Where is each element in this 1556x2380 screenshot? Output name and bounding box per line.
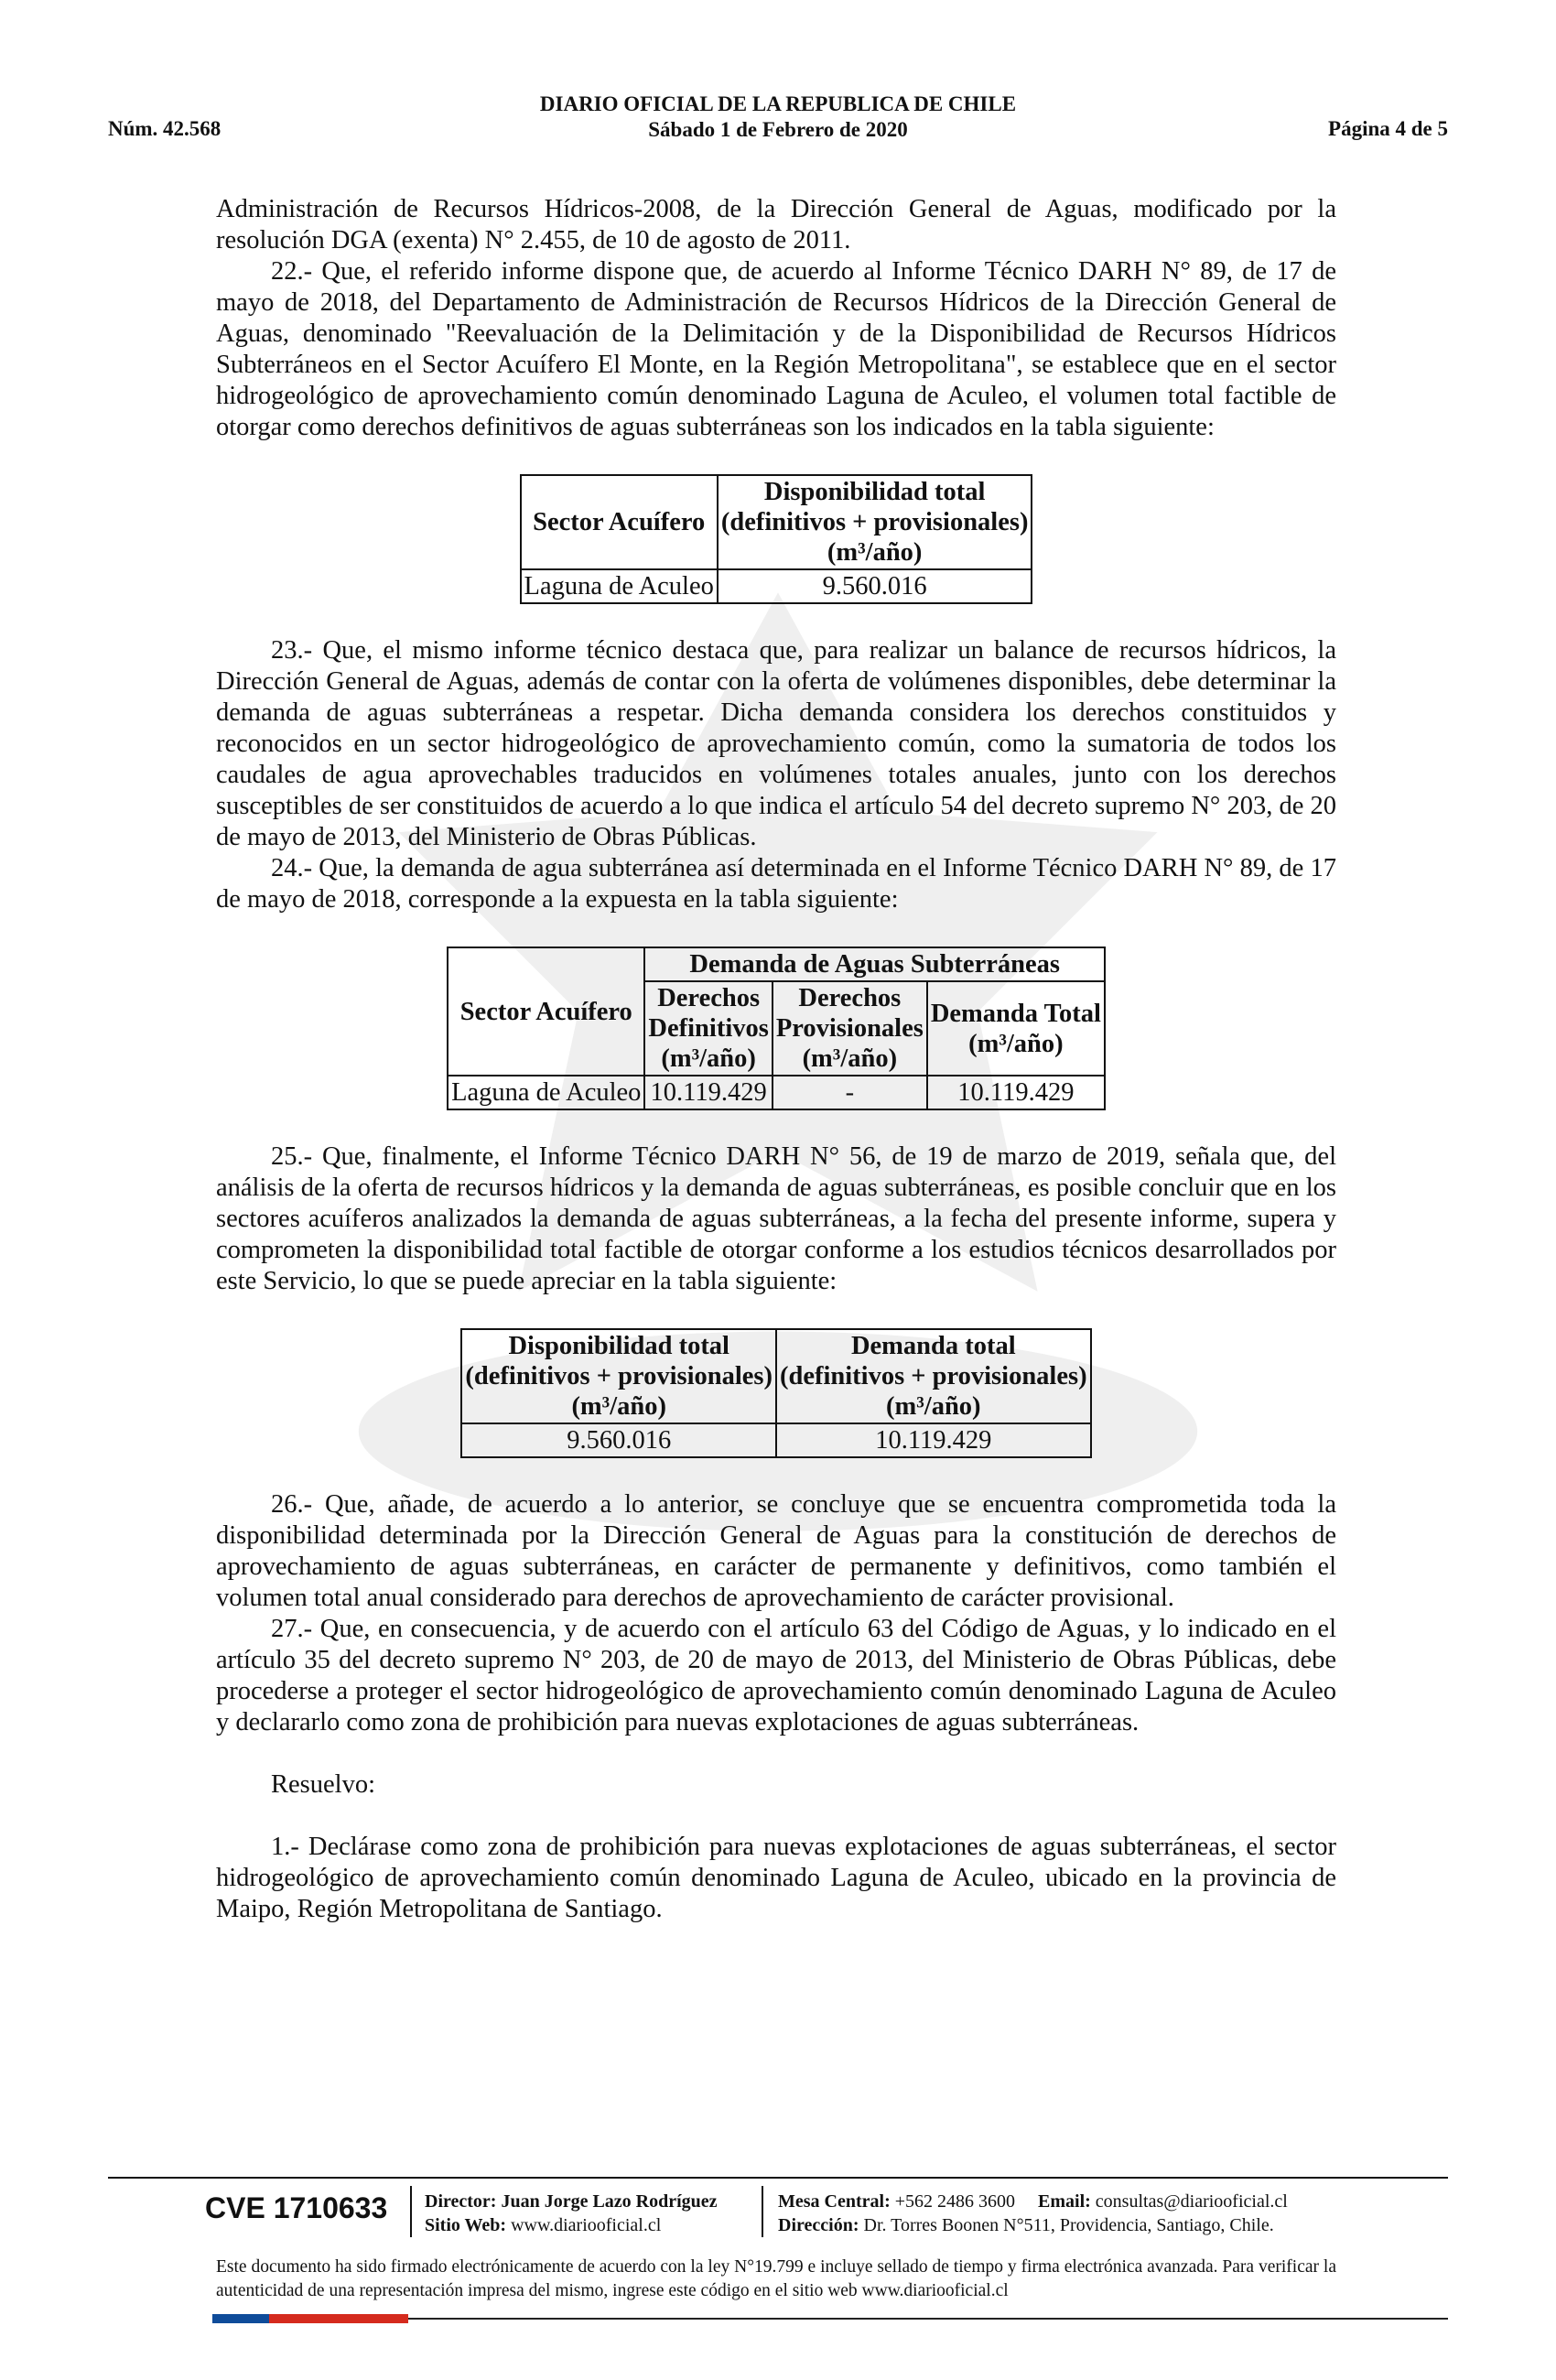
paragraph-22: 22.- Que, el referido informe dispone que, de acuerdo al Informe Técnico DARH N° 89, de 17 de mayo de 2018, del Departamento de Administración de Recursos Hídricos de la Dirección General de Aguas, denominado "Reevaluación de la Delimitación y de la Disponibilidad de Recursos Hídricos Subterráneos en el Sector Acuífero El Monte, en la Región Metropolitana", se establece que en el sector hidrogeológico de aprovechamiento común denominado Laguna de Aculeo, el volumen total factible de otorgar como derechos definitivos de aguas subterráneas son los indicados en la tabla siguiente: (216, 257, 1336, 441)
cell-sector: Laguna de Aculeo (448, 1076, 644, 1109)
header-sector: Sector Acuífero (521, 475, 718, 569)
resuelvo-heading: Resuelvo: (271, 1770, 375, 1799)
resolution-1: 1.- Declárase como zona de prohibición para nuevas explotaciones de aguas subterráneas, el sector hidrogeológico de aprovechamiento común denominado Laguna de Aculeo, ubicado en la provincia de Maipo, Región Metropolitana de Santiago. (216, 1833, 1336, 1923)
flag-stripe (212, 2314, 408, 2323)
header-total-availability: Disponibilidad total (definitivos + provisionales) (m³/año) (461, 1329, 776, 1423)
paragraph-25: 25.- Que, finalmente, el Informe Técnico DARH N° 56, de 19 de marzo de 2019, señala que, del análisis de la oferta de recursos hídricos y la demanda de aguas subterráneas, es posible concluir que en los sectores acuíferos analizados la demanda de aguas subterráneas, a la fecha del presente informe, supera y comprometen la disponibilidad total factible de otorgar conforme a los estudios técnicos desarrollados por este Servicio, lo que se puede apreciar en la tabla siguiente: (216, 1142, 1336, 1295)
table-row (461, 1423, 1090, 1457)
table-header-row (448, 947, 1105, 981)
issue-number: Núm. 42.568 (108, 117, 222, 140)
availability-table (520, 474, 1033, 604)
footer-contact-block: Mesa Central: +562 2486 3600 Email: consultas@diariooficial.cl Dirección: Dr. Torres Boonen N°511, Providencia, Santiago, Chile. (778, 2191, 1288, 2235)
footer-director-block: Director: Juan Jorge Lazo Rodríguez Sitio Web: www.diariooficial.cl (425, 2191, 718, 2235)
cell-provisional: - (773, 1076, 927, 1109)
paragraph-27: 27.- Que, en consecuencia, y de acuerdo con el artículo 63 del Código de Aguas, y lo indicado en el artículo 35 del decreto supremo N° 203, de 20 de mayo de 2013, del Ministerio de Obras Públicas, debe procederse a proteger el sector hidrogeológico de aprovechamiento común denominado Laguna de Aculeo y declararlo como zona de prohibición para nuevas explotaciones de aguas subterráneas. (216, 1615, 1336, 1736)
header-total-demand: Demanda Total (m³/año) (927, 981, 1105, 1076)
header-demand-group: Demanda de Aguas Subterráneas (644, 947, 1105, 981)
flag-red-segment (269, 2314, 408, 2323)
table-row (521, 569, 1032, 603)
paragraph-24: 24.- Que, la demanda de agua subterránea así determinada en el Informe Técnico DARH N° 89, de 17 de mayo de 2018, corresponde a la expuesta en la tabla siguiente: (216, 854, 1336, 914)
header-total-demand: Demanda total (definitivos + provisionales) (m³/año) (776, 1329, 1091, 1423)
address: Dr. Torres Boonen N°511, Providencia, Santiago, Chile. (863, 2215, 1274, 2235)
spacer (216, 1738, 1336, 1769)
director-name: Juan Jorge Lazo Rodríguez (501, 2191, 718, 2212)
table-header-row (521, 475, 1032, 569)
header-sector: Sector Acuífero (448, 947, 644, 1076)
document-body (216, 194, 1336, 1925)
header-definitive: Derechos Definitivos (m³/año) (644, 981, 772, 1076)
legal-notice: Este documento ha sido firmado electrónicamente de acuerdo con la ley N°19.799 e incluye sellado de tiempo y firma electrónica avanzada. Para verificar la autenticidad de una representación impresa del mismo, ingrese este código en el sitio web www.diariooficial.cl (216, 2257, 1336, 2300)
site-link[interactable]: www.diariooficial.cl (511, 2215, 662, 2235)
footer-divider (108, 2177, 1448, 2179)
paragraph-intro: Administración de Recursos Hídricos-2008, de la Dirección General de Aguas, modificado por la resolución DGA (exenta) N° 2.455, de 10 de agosto de 2011. (216, 195, 1336, 254)
footer-separator (410, 2186, 412, 2237)
spacer (216, 1801, 1336, 1832)
cell-total: 10.119.429 (927, 1076, 1105, 1109)
footer-separator (762, 2186, 763, 2237)
cell-availability: 9.560.016 (718, 569, 1032, 603)
cell-total-availability: 9.560.016 (461, 1423, 776, 1457)
table-header-row (461, 1329, 1090, 1423)
phone-number: +562 2486 3600 (894, 2191, 1016, 2212)
paragraph-26: 26.- Que, añade, de acuerdo a lo anterior, se concluye que se encuentra comprometida toda la disponibilidad determinada por la Dirección General de Aguas para la constitución de derechos de aprovechamiento de aguas subterráneas, en carácter de permanente y definitivos, como también el volumen total anual considerado para derechos de aprovechamiento de carácter provisional. (216, 1490, 1336, 1612)
email-link[interactable]: consultas@diariooficial.cl (1095, 2191, 1288, 2212)
cve-code: CVE 1710633 (205, 2191, 388, 2224)
cell-definitive: 10.119.429 (644, 1076, 772, 1109)
page-number: Página 4 de 5 (1328, 117, 1448, 140)
bottom-divider (408, 2318, 1448, 2320)
demand-table (447, 947, 1106, 1110)
cell-total-demand: 10.119.429 (776, 1423, 1091, 1457)
header-provisional: Derechos Provisionales (m³/año) (773, 981, 927, 1076)
publication-title: DIARIO OFICIAL DE LA REPUBLICA DE CHILE Sábado 1 de Febrero de 2020 (108, 92, 1448, 143)
flag-blue-segment (212, 2314, 269, 2323)
page-header (108, 92, 1448, 146)
cell-sector: Laguna de Aculeo (521, 569, 718, 603)
paragraph-23: 23.- Que, el mismo informe técnico destaca que, para realizar un balance de recursos hídricos, la Dirección General de Aguas, además de contar con la oferta de volúmenes disponibles, debe determinar la demanda de aguas subterráneas a respetar. Dicha demanda considera los derechos constituidos y reconocidos en un sector hidrogeológico de aprovechamiento común, como la sumatoria de todos los caudales de agua aprovechables traducidos en volúmenes totales anuales, junto con los derechos susceptibles de ser constituidos de acuerdo a lo que indica el artículo 54 del decreto supremo N° 203, de 20 de mayo de 2013, del Ministerio de Obras Públicas. (216, 636, 1336, 851)
issue-date: Sábado 1 de Febrero de 2020 (648, 118, 908, 141)
header-availability: Disponibilidad total (definitivos + provisionales) (m³/año) (718, 475, 1032, 569)
balance-table (460, 1328, 1091, 1458)
table-row (448, 1076, 1105, 1109)
